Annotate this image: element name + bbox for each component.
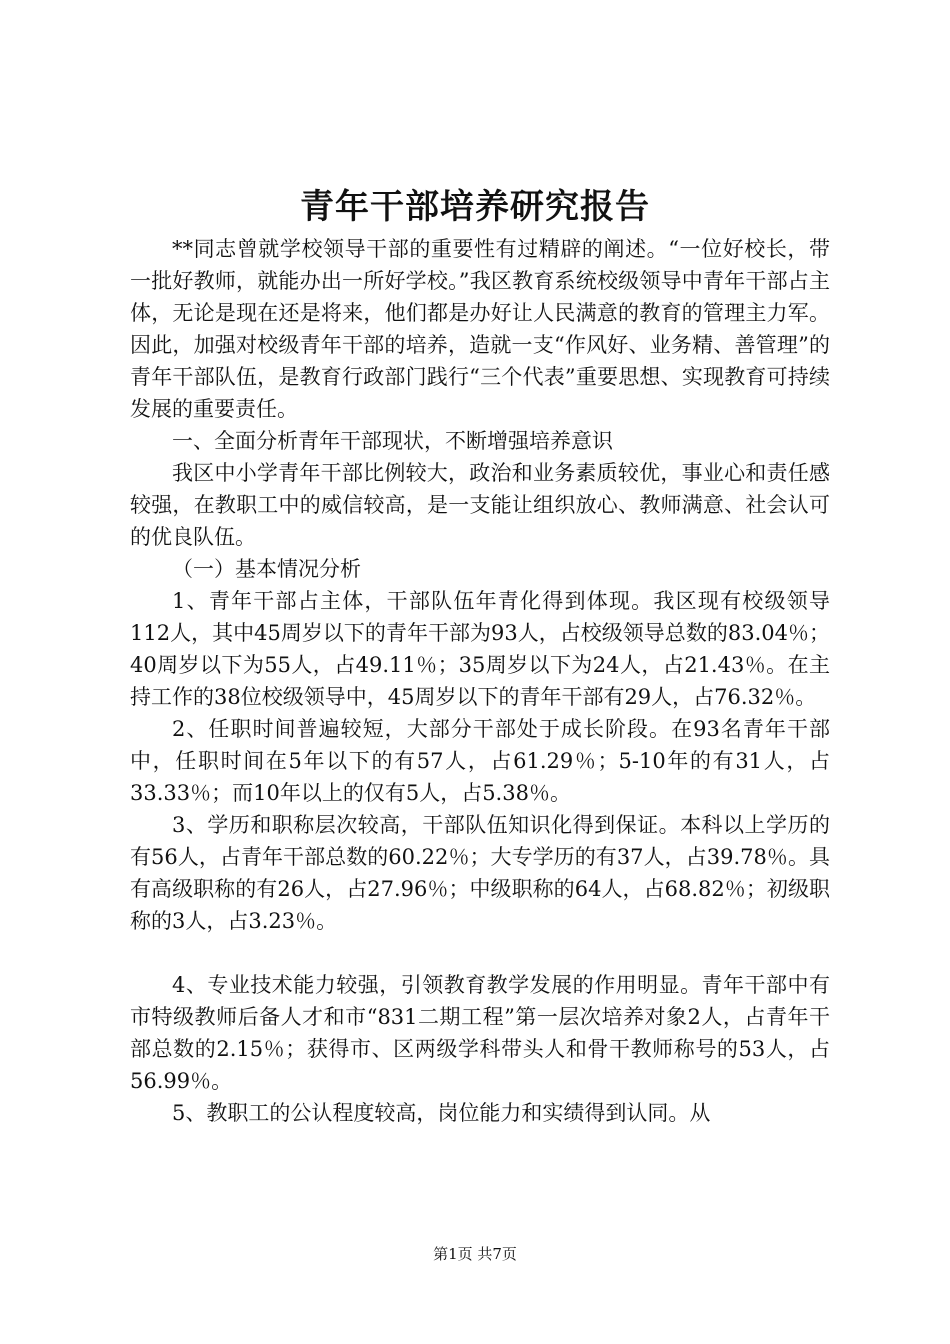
document-title: 青年干部培养研究报告	[300, 187, 650, 227]
point-5-paragraph: 5、教职工的公认程度较高，岗位能力和实绩得到认同。从	[172, 1101, 711, 1125]
paragraph-gap	[130, 937, 830, 969]
section-1-paragraph: 我区中小学青年干部比例较大，政治和业务素质较优，事业心和责任感较强，在教职工中的威信较高，是一支能让组织放心、教师满意、社会认可的优良队伍。	[130, 461, 830, 549]
page-number-footer: 第1页 共7页	[433, 1245, 517, 1263]
point-4-paragraph: 4、专业技术能力较强，引领教育教学发展的作用明显。青年干部中有市特级教师后备人才和市“831二期工程”第一层次培养对象2人，占青年干部总数的2.15％；获得市、区两级学科带头人和骨干教师称号的53人，占56.99％。	[130, 973, 830, 1093]
document-body	[130, 233, 830, 1129]
subsection-heading-1: （一）基本情况分析	[172, 557, 361, 581]
point-1-paragraph: 1、青年干部占主体，干部队伍年青化得到体现。我区现有校级领导112人，其中45周岁以下的青年干部为93人，占校级领导总数的83.04％；40周岁以下为55人，占49.11％；35周岁以下为24人，占21.43％。在主持工作的38位校级领导中，45周岁以下的青年干部有29人，占76.32％。	[130, 589, 830, 709]
intro-paragraph: **同志曾就学校领导干部的重要性有过精辟的阐述。“一位好校长，带一批好教师，就能办出一所好学校。”我区教育系统校级领导中青年干部占主体，无论是现在还是将来，他们都是办好让人民满意的教育的管理主力军。因此，加强对校级青年干部的培养，造就一支“作风好、业务精、善管理”的青年干部队伍，是教育行政部门践行“三个代表”重要思想、实现教育可持续发展的重要责任。	[130, 237, 830, 421]
point-3-paragraph: 3、学历和职称层次较高，干部队伍知识化得到保证。本科以上学历的有56人，占青年干部总数的60.22％；大专学历的有37人，占39.78％。具有高级职称的有26人，占27.96％；中级职称的64人，占68.82％；初级职称的3人，占3.23％。	[130, 813, 830, 933]
point-2-paragraph: 2、任职时间普遍较短，大部分干部处于成长阶段。在93名青年干部中，任职时间在5年以下的有57人，占61.29％；5-10年的有31人，占33.33％；而10年以上的仅有5人，占5.38％。	[130, 717, 830, 805]
section-heading-1: 一、全面分析青年干部现状，不断增强培养意识	[172, 429, 613, 453]
